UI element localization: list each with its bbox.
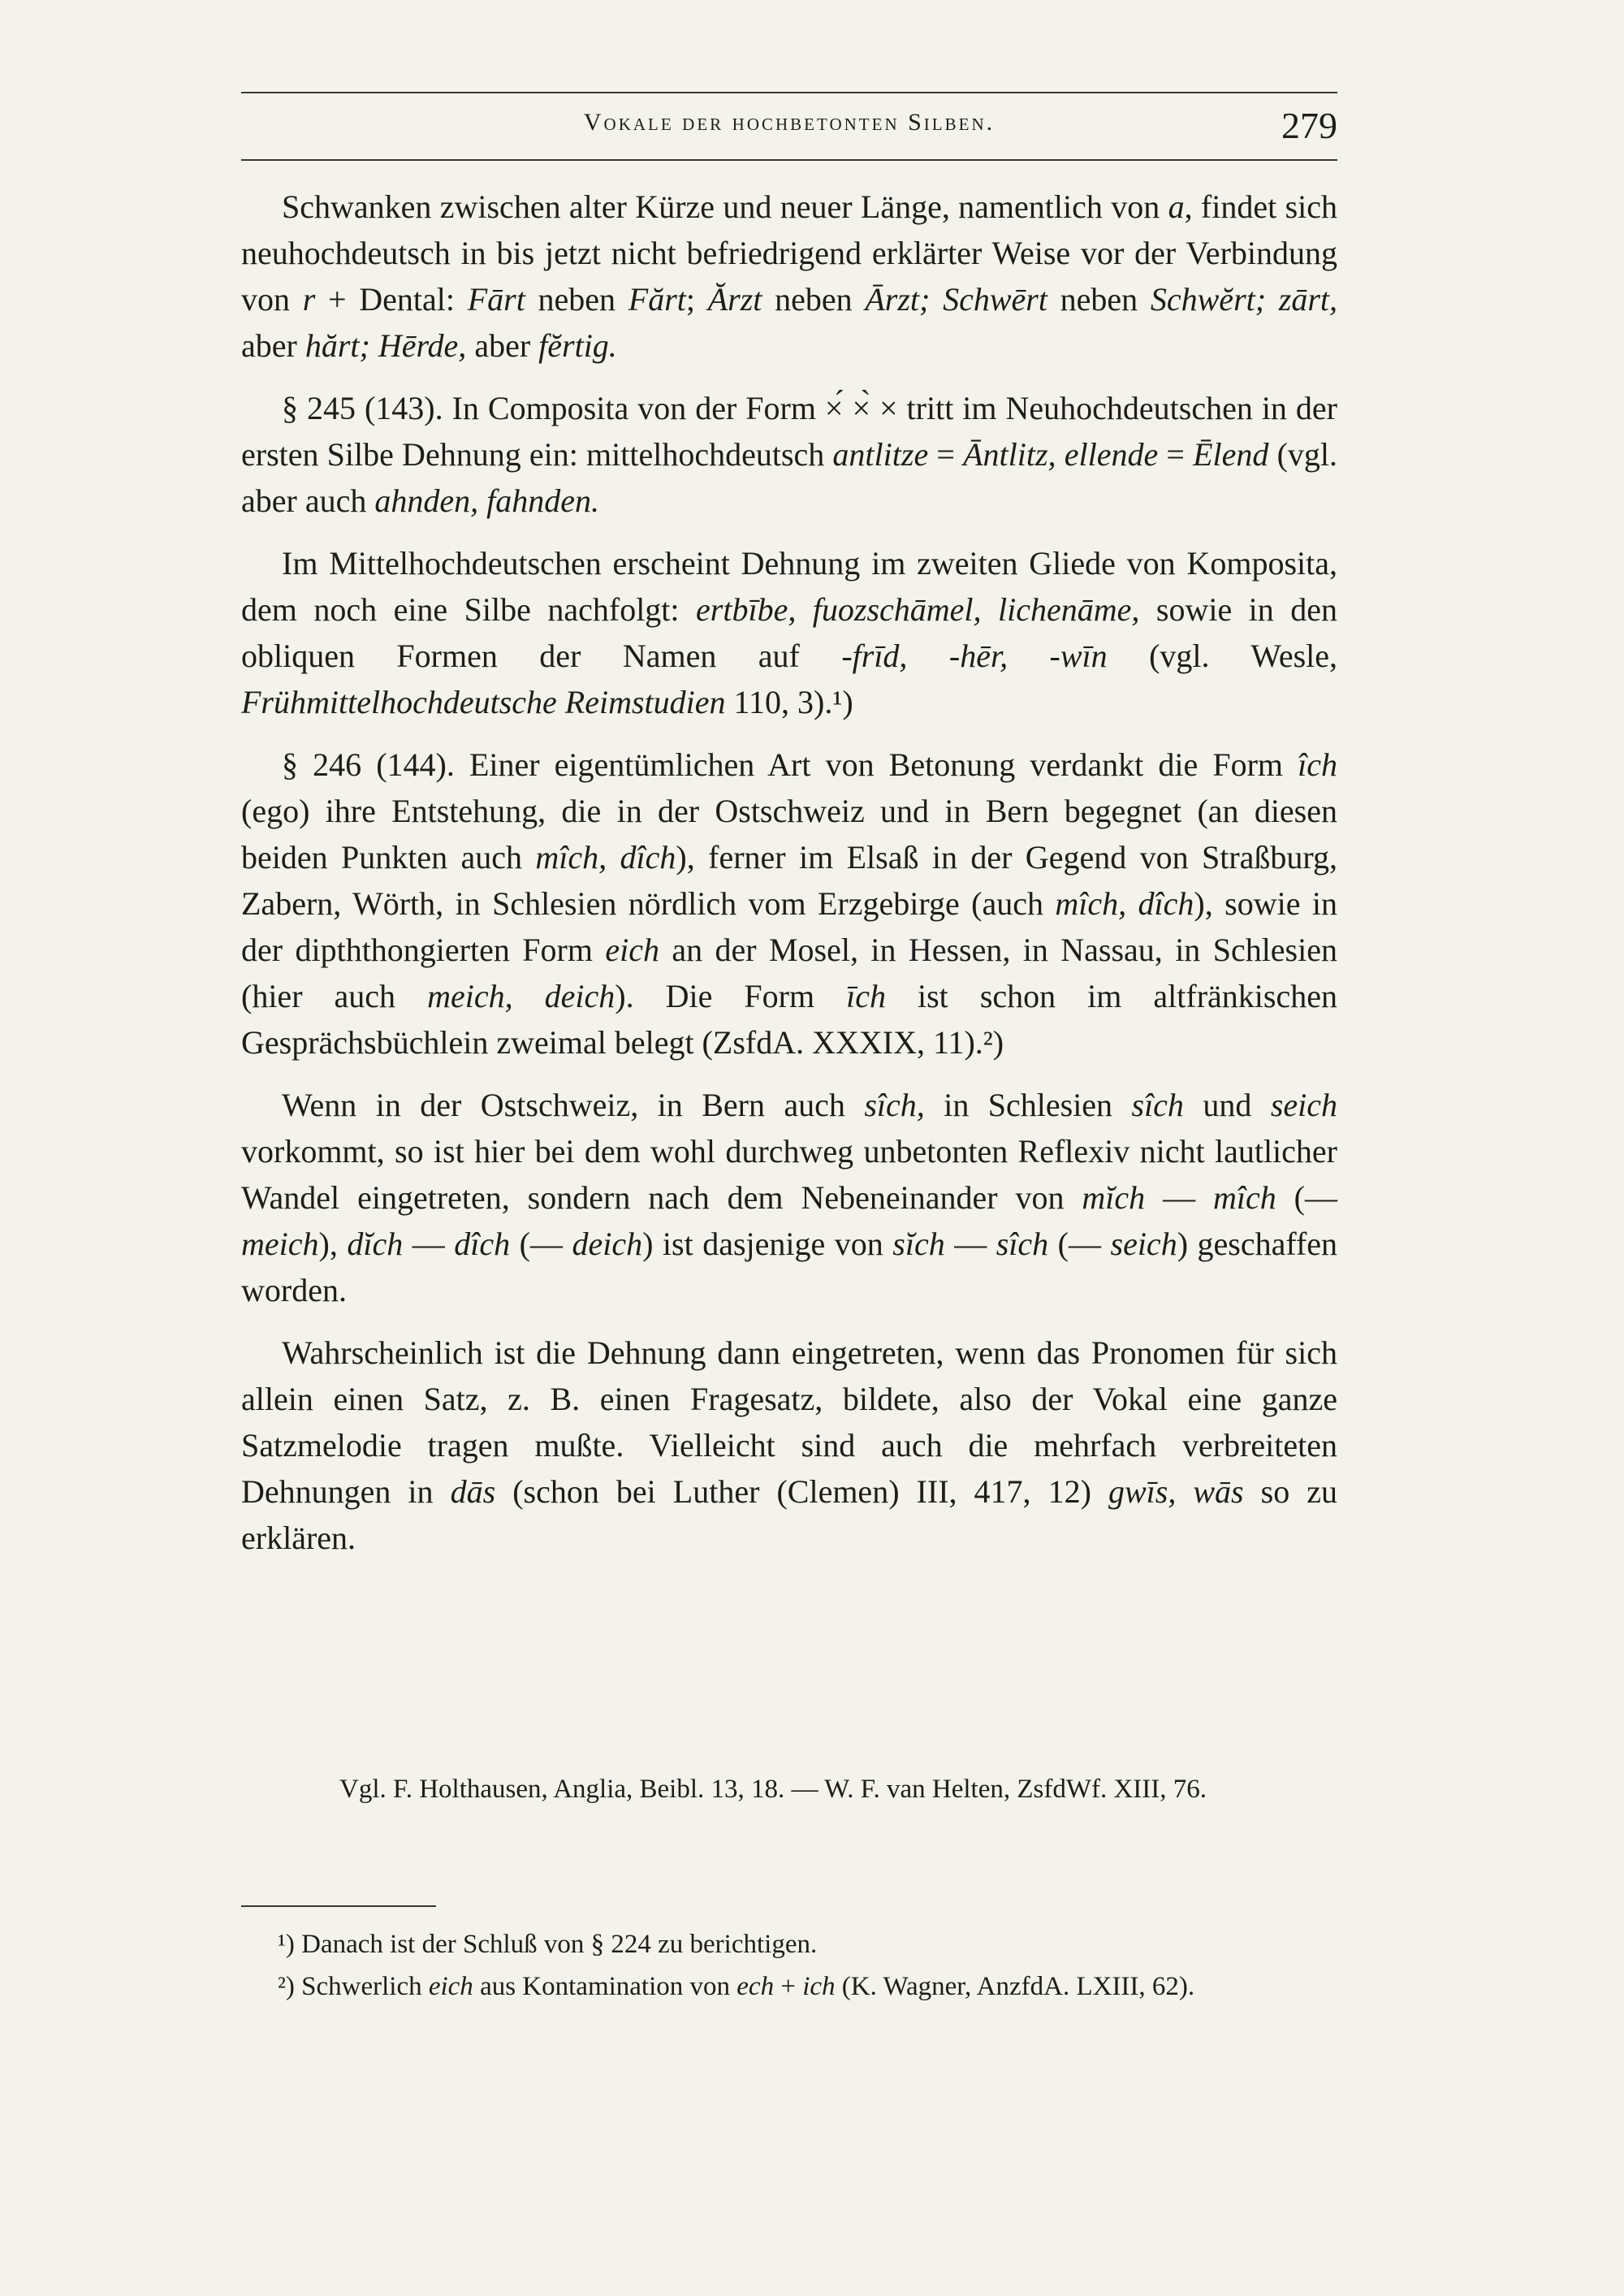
text-run: ¹) Danach ist der Schluß von § 224 zu berichtigen. (278, 1930, 818, 1959)
text-run: — (403, 1226, 455, 1262)
italic-term: meich, deich (427, 978, 615, 1014)
italic-term: ertbībe, fuozschāmel, lichenāme, (696, 591, 1140, 628)
text-run: (vgl. Wesle, (1107, 638, 1338, 674)
text-run: = (928, 436, 964, 473)
italic-term: Ārzt; Schwērt (865, 281, 1047, 318)
text-run: aber (466, 327, 539, 364)
italic-term: eich (428, 1972, 473, 2001)
text-run: Im Mittelhochdeutschen erscheint Dehnung im zweiten Gliede von Komposita, dem noch eine Silbe nachfolgt: (241, 545, 1337, 628)
footnote-rule (241, 1905, 436, 1907)
italic-term: antlitze (832, 436, 929, 473)
paragraph (241, 540, 1337, 725)
running-head (241, 104, 1337, 156)
italic-term: deich (572, 1226, 643, 1262)
text-run: ) geschaffen worden. (241, 1226, 1338, 1308)
text-run: (vgl. aber auch (241, 436, 1338, 519)
text-run: aber (241, 327, 305, 364)
italic-term: īch (846, 978, 886, 1014)
text-run: ), ferner im Elsaß in der Gegend von Straßburg, Zabern, Wörth, in Schlesien nördlich vom Erzgebirge (auch (241, 839, 1338, 922)
italic-term: Frühmittelhochdeutsche Reimstudien (241, 684, 726, 720)
text-run: (schon bei Luther (Clemen) III, 417, 12) (495, 1473, 1108, 1510)
italic-term: dĭch (347, 1226, 404, 1262)
running-head-title: Vokale der hochbetonten Silben. (583, 109, 996, 136)
italic-term: meich (241, 1226, 319, 1262)
italic-term: Ēlend (1193, 436, 1269, 473)
footnotes (241, 1923, 1337, 2008)
text-run: ), sowie in der dipththongierten Form (241, 885, 1337, 968)
text-run: § 245 (143). In Composita von der Form ×́ ×̀ × tritt im Neuhochdeutschen in der ersten Silbe Dehnung ein: mittelhochdeutsch (241, 390, 1337, 473)
text-run: so zu erklären. (241, 1473, 1338, 1556)
italic-term: seich (1110, 1226, 1177, 1262)
footnote (241, 1965, 1337, 2008)
text-run: + Dental: (315, 281, 468, 318)
italic-term: sîch (996, 1226, 1049, 1262)
paragraph (241, 1082, 1337, 1313)
italic-term: mîch, dîch (535, 839, 676, 876)
page-number: 279 (1281, 105, 1337, 146)
paragraph (241, 385, 1337, 524)
paragraph (241, 742, 1337, 1066)
italic-term: Schwĕrt; zārt, (1150, 281, 1338, 318)
source-note: Vgl. F. Holthausen, Anglia, Beibl. 13, 18. — W. F. van Helten, ZsfdWf. XIII, 76. (339, 1775, 1207, 1804)
text-run: sowie in den obliquen Formen der Namen auf (241, 591, 1338, 674)
italic-term: -frīd, -hēr, -wīn (841, 638, 1108, 674)
text-run: = (1158, 436, 1194, 473)
italic-term: sĭch (892, 1226, 945, 1262)
italic-term: ech (736, 1972, 775, 2001)
footnote (241, 1923, 1337, 1965)
text-run: Wenn in der Ostschweiz, in Bern auch (282, 1087, 865, 1123)
italic-term: ich (802, 1972, 836, 2001)
italic-term: hărt; Hērde, (304, 327, 467, 364)
italic-term: îch (1298, 746, 1337, 783)
text-run: 110, 3).¹) (725, 684, 853, 720)
text-run: ist schon im altfränkischen Gesprächsbüchlein zweimal belegt (ZsfdA. XXXIX, 11).²) (241, 978, 1337, 1061)
italic-term: dās (450, 1473, 496, 1510)
italic-term: sîch, (864, 1087, 925, 1123)
text-run: an der Mosel, in Hessen, in Nassau, in Schlesien (hier auch (241, 932, 1337, 1014)
text-run: (— (1276, 1179, 1338, 1216)
text-run: (— (1048, 1226, 1111, 1262)
text-run: neben (762, 281, 866, 318)
italic-term: Ărzt (707, 281, 762, 318)
top-rule (241, 92, 1337, 93)
text-run: ), (318, 1226, 348, 1262)
text-run: — (944, 1226, 996, 1262)
text-run: — (1145, 1179, 1213, 1216)
text-run: ). Die Form (615, 978, 847, 1014)
paragraph (241, 1330, 1337, 1561)
italic-term: eich (605, 932, 659, 968)
text-run: (— (510, 1226, 572, 1262)
italic-term: Āntlitz, ellende (963, 436, 1159, 473)
text-run: , findet sich neuhochdeutsch in bis jetzt nicht befriedrigend erklärter Weise vor der Verbindung von (241, 188, 1337, 318)
text-run: ) ist dasjenige von (642, 1226, 893, 1262)
italic-term: r (302, 281, 316, 318)
text-run: und (1183, 1087, 1271, 1123)
text-run: neben (525, 281, 628, 318)
text-run: vorkommt, so ist hier bei dem wohl durchweg unbetonten Reflexiv nicht lautlicher Wandel eingetreten, sondern nach dem Nebeneinander von (241, 1133, 1337, 1216)
text-run: (K. Wagner, AnzfdA. LXIII, 62). (835, 1972, 1195, 2001)
italic-term: seich (1270, 1087, 1337, 1123)
text-run: ²) Schwerlich (278, 1972, 429, 2001)
italic-term: gwīs, wās (1108, 1473, 1244, 1510)
text-run: + (774, 1972, 803, 2001)
text-run: Wahrscheinlich ist die Dehnung dann eingetreten, wenn das Pronomen für sich allein einen Satz, z. B. einen Fragesatz, bildete, also der Vokal eine ganze Satzmelodie tragen mußte. Vielleicht sind auch die mehrfach verbreiteten Dehnungen in (241, 1334, 1337, 1510)
header-rule (241, 159, 1337, 161)
text-run: § 246 (144). Einer eigentümlichen Art von Betonung verdankt die Form (282, 746, 1298, 783)
italic-term: Fărt (628, 281, 686, 318)
italic-term: sîch (1131, 1087, 1184, 1123)
italic-term: ahnden, fahnden. (374, 482, 599, 519)
text-run: in Schlesien (924, 1087, 1132, 1123)
text-run: ; (685, 281, 708, 318)
text-run: aus Kontamination von (473, 1972, 737, 2001)
paragraph (241, 184, 1337, 369)
text-run: Schwanken zwischen alter Kürze und neuer Länge, namentlich von (282, 188, 1168, 225)
italic-term: Fārt (467, 281, 525, 318)
main-text (241, 184, 1337, 1577)
italic-term: mĭch (1082, 1179, 1146, 1216)
italic-term: mîch, dîch (1055, 885, 1194, 922)
text-run: (ego) ihre Entstehung, die in der Ostschweiz und in Bern begegnet (an diesen beiden Punkten auch (241, 793, 1337, 876)
text-run: neben (1047, 281, 1151, 318)
italic-term: fĕrtig. (538, 327, 617, 364)
italic-term: mîch (1213, 1179, 1276, 1216)
italic-term: dîch (454, 1226, 511, 1262)
italic-term: a (1168, 188, 1185, 225)
